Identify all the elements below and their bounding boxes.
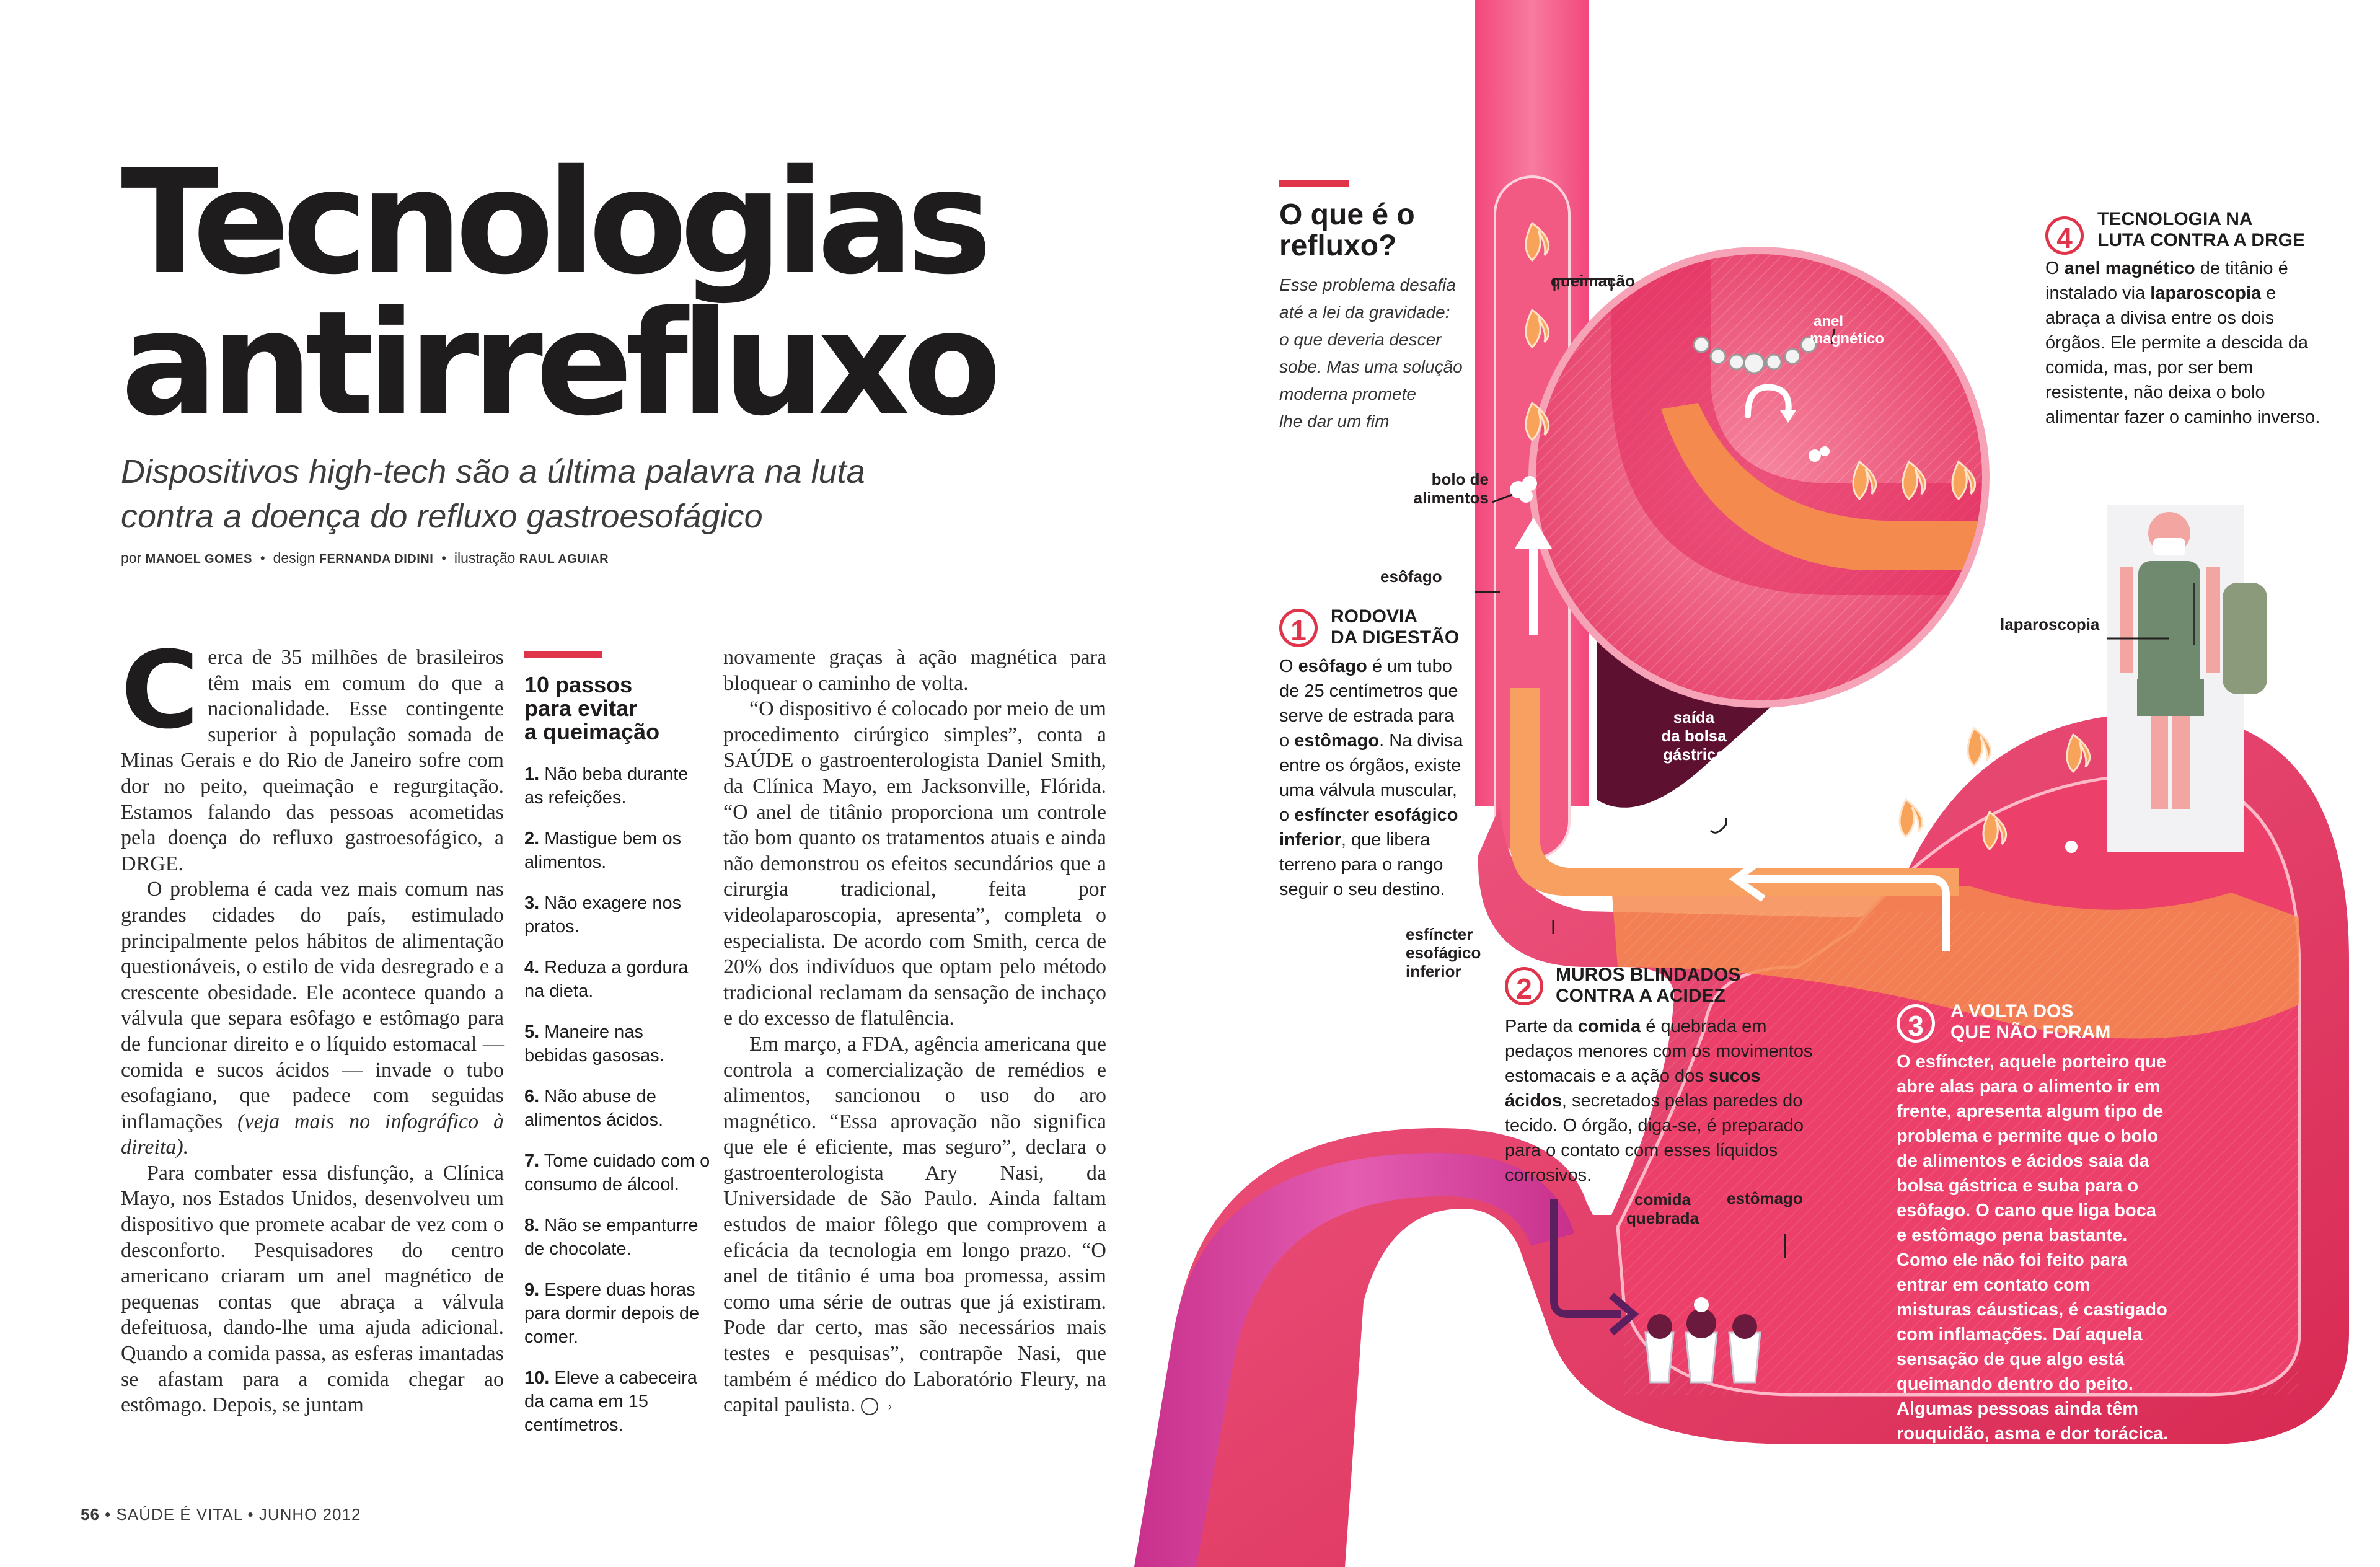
emphasis-text: queimando	[1897, 1374, 1993, 1394]
magnified-sphincter-view	[1528, 247, 1996, 708]
page-number: 56	[81, 1505, 100, 1524]
body-text: e suba para o esôfago. O cano que liga boca e estômago pena bastante. Como ele não foi feito para entrar em contato com misturas cáusticas, é castigado com inflamações. Daí aquela sensação de que algo está	[1897, 1176, 2167, 1369]
flame-icon	[1968, 728, 1991, 766]
body-text: Parte da	[1505, 1017, 1578, 1036]
label-esfincter-esofagico-inferior: esfíncter esofágico inferior	[1406, 925, 1481, 981]
tip-text: Não exagere nos pratos.	[524, 893, 682, 937]
tip-number: 5.	[524, 1022, 540, 1042]
tip-number: 7.	[524, 1151, 540, 1171]
section-title: MUROS BLINDADOS CONTRA A ACIDEZ	[1556, 964, 1741, 1006]
title-line-2: antirrefluxo	[121, 280, 994, 448]
body-paragraph: Em março, a FDA, agência americana que controla a comercialização de remédios e alimentos, sancionou o uso do aro magnético. “Essa aprovação não significa que ele é eficiente, mas seguro”, declara o gastroenterologista Ary Nasi, da Universidade de São Paulo. Ainda faltam estudos de maior fôlego que comprovem a eficácia da tecnologia em longo prazo. “O anel de titânio é uma boa promessa, assim como uma série de outras que já existiram. Pode dar certo, mas são necessários mais testes e pesquisas”, contrapõe Nasi, que também é médico do Laboratório Fleury, na capital paulista. ›	[723, 1032, 1106, 1417]
section-number-badge: 3	[1897, 1004, 1935, 1043]
patient-laparoscopy-illustration	[2107, 505, 2267, 852]
tip-text: Reduza a gordura na dieta.	[524, 958, 689, 1001]
tip-number: 6.	[524, 1087, 540, 1106]
flame-icon	[1900, 800, 1923, 837]
emphasis-text: esôfago	[1298, 656, 1367, 676]
intro-text-line: lhe dar um fim	[1279, 412, 1390, 431]
section-body	[1279, 654, 1465, 902]
tip-number: 1.	[524, 764, 540, 784]
credit-separator: •	[441, 550, 447, 566]
tip-item	[524, 1366, 710, 1437]
section-number-badge: 4	[2045, 216, 2084, 255]
issue-date: JUNHO 2012	[258, 1505, 361, 1524]
body-paragraph: Para combater essa disfunção, a Clínica Mayo, nos Estados Unidos, desenvolveu um dispositivo que promete acabar de vez com o desconforto. Pesquisadores do centro americano criaram um anel magnético de pequenas contas que abraça a válvula defeituosa, dando-lhe uma ajuda adicional. Quando a comida passa, as esferas imantadas se afastam para a comida chegar ao estômago. Depois, se juntam	[121, 1161, 504, 1417]
credit-by-label: por	[121, 550, 142, 566]
tip-item	[524, 827, 710, 874]
body-column-2	[723, 645, 1106, 1418]
section-number-badge: 1	[1279, 609, 1318, 647]
emphasis-text: bolsa gástrica	[1897, 1176, 2018, 1196]
body-paragraph: novamente graças à ação magnética para bloquear o caminho de volta.	[723, 646, 1106, 695]
credit-author: MANOEL GOMES	[145, 552, 252, 566]
body-text: é um tubo de 25 centímetros que serve de estrada para o	[1279, 656, 1458, 751]
tip-text: Maneire nas bebidas gasosas.	[524, 1022, 664, 1066]
emphasis-text: anel magnético	[2064, 258, 2195, 278]
tips-title: 10 passos para evitar a queimação	[524, 672, 660, 744]
infographic-intro-text	[1279, 271, 1540, 435]
title-line-1: Tecnologias	[121, 139, 985, 306]
tip-item	[524, 762, 710, 810]
body-text: , secretados pelas paredes do tecido. O órgão, diga-se, é preparado para o contato com esses líquidos corrosivos.	[1505, 1091, 1804, 1185]
label-comida-quebrada: comida quebrada	[1626, 1190, 1699, 1227]
body-text: e abraça a divisa entre os dois órgãos. Ele permite a descida da comida, mas, por ser bem resistente, não deixa o bolo alimentar fazer o caminho inverso.	[2045, 283, 2320, 427]
section-title: TECNOLOGIA NA LUTA CONTRA A DRGE	[2097, 209, 2305, 250]
credit-illustration-label: ilustração	[454, 550, 516, 566]
footer-separator: •	[247, 1505, 254, 1524]
infographic-title: O que é o refluxo?	[1279, 198, 1415, 262]
tip-number: 2.	[524, 829, 540, 849]
tip-number: 4.	[524, 958, 540, 978]
body-text: O	[1279, 656, 1298, 676]
body-text: de titânio é instalado via	[2045, 258, 2288, 303]
section-number-badge: 2	[1505, 967, 1543, 1005]
label-laparoscopia: laparoscopia	[2000, 615, 2100, 633]
section-title: RODOVIA DA DIGESTÃO	[1331, 606, 1460, 648]
emphasis-text: estômago	[1294, 731, 1380, 751]
emphasis-text: laparoscopia	[2150, 283, 2262, 303]
body-text: dentro do peito. Algumas pessoas ainda têm rouquidão, asma e dor torácica.	[1897, 1374, 2169, 1444]
credit-design-label: design	[273, 550, 315, 566]
label-anel-magnetico: anel magnético	[1810, 313, 1885, 347]
emphasis-text: esfíncter esofágico inferior	[1279, 805, 1458, 850]
tip-number: 10.	[524, 1368, 550, 1388]
tip-text: Espere duas horas para dormir depois de comer.	[524, 1280, 700, 1347]
footer-separator: •	[105, 1505, 112, 1524]
body-text: O esfíncter, aquele porteiro que abre alas para o alimento ir em frente, apresenta algum tipo de problema e permite que o bolo de alimentos e ácidos saia da	[1897, 1052, 2167, 1171]
tip-text: Tome cuidado com o consumo de álcool.	[524, 1151, 710, 1194]
tip-item	[524, 1214, 710, 1261]
tip-item	[524, 956, 710, 1003]
tip-number: 8.	[524, 1216, 540, 1235]
body-paragraph: O problema é cada vez mais comum nas grandes cidades do país, estimulado principalmente pelos hábitos de alimentação questionáveis, o estilo de vida desregrado e a crescente obesidade. Ele acontece quando a válvula que separa esôfago e estômago para de funcionar direito e o líquido estomacal — comida e sucos ácidos — invade o tubo esofagiano, que padece com seguidas inflamações (veja mais no infográfico à direita).	[121, 878, 504, 1159]
intro-text-line: sobe. Mas uma solução	[1279, 357, 1463, 376]
body-text: O	[2045, 258, 2065, 278]
subtitle-line-2: contra a doença do refluxo gastroesofágico	[121, 498, 763, 535]
tip-text: Não se empanturre de chocolate.	[524, 1216, 699, 1259]
tip-item	[524, 1085, 710, 1132]
section-title: A VOLTA DOS QUE NÃO FORAM	[1950, 1001, 2111, 1043]
magazine-name: SAÚDE É VITAL	[116, 1505, 243, 1524]
label-saida-bolsa-gastrica: saída da bolsa gástrica	[1661, 708, 1727, 764]
section-body	[2045, 256, 2321, 430]
body-paragraph: Cerca de 35 milhões de brasileiros têm mais em comum do que a nacionalidade. Esse contingente superior à população somada de Minas Gerais e do Rio de Janeiro sofre com dor no peito, queimação e regurgitação. Estamos falando das pessoas acometidas pela doença do refluxo gastroesofágico, a DRGE.	[121, 628, 504, 875]
article-subtitle	[121, 449, 1113, 539]
emphasis-text: comida	[1577, 1017, 1641, 1036]
accent-bar	[1279, 180, 1349, 187]
drop-cap: C	[121, 628, 200, 753]
body-text: é quebrada em pedaços menores com os movimentos estomacais e a ação dos	[1505, 1017, 1813, 1086]
intro-text-line: o que deveria descer	[1279, 330, 1442, 349]
tip-item	[524, 1149, 710, 1196]
emphasis-text: sucos ácidos	[1505, 1066, 1761, 1111]
section-body	[1505, 1014, 1818, 1188]
credit-separator: •	[260, 550, 265, 566]
accent-bar	[524, 651, 602, 658]
tip-text: Mastigue bem os alimentos.	[524, 829, 682, 872]
tip-item	[524, 891, 710, 938]
tips-sidebar	[524, 651, 710, 1454]
intro-text-line: moderna promete	[1279, 384, 1417, 404]
tip-text: Não abuse de alimentos ácidos.	[524, 1087, 664, 1130]
label-queimacao: queimação	[1551, 271, 1635, 290]
credit-designer: FERNANDA DIDINI	[319, 552, 434, 566]
subtitle-line-1: Dispositivos high-tech são a última palavra na luta	[121, 453, 865, 490]
label-esofago: esôfago	[1380, 567, 1442, 586]
tip-text: Não beba durante as refeições.	[524, 764, 689, 808]
page-footer	[81, 1505, 361, 1524]
tip-number: 3.	[524, 893, 540, 913]
body-paragraph: “O dispositivo é colocado por meio de um procedimento cirúrgico simples”, conta a SAÚDE o gastroenterologista Daniel Smith, da Clínica Mayo, em Jacksonville, Flórida. “O anel de titânio proporciona um controle tão bom quanto os tratamentos atuais e ainda não demonstrou os efeitos secundários que a cirurgia tradicional, feita por videolaparoscopia, apresenta”, completa o especialista. De acordo com Smith, cerca de 20% dos indivíduos que optam pelo método tradicional reclamam da sensação de inchaço e do excesso de flatulência.	[723, 697, 1106, 1030]
tip-text: Eleve a cabeceira da cama em 15 centímetros.	[524, 1368, 697, 1435]
article-title	[121, 139, 1051, 448]
intro-text-line: até a lei da gravidade:	[1279, 302, 1450, 322]
tip-item	[524, 1278, 710, 1349]
label-estomago: estômago	[1727, 1189, 1803, 1207]
infographic-intro	[1279, 180, 1540, 435]
arrow-right-circle-icon: ›	[861, 1398, 878, 1415]
tips-list	[524, 762, 710, 1437]
tip-number: 9.	[524, 1280, 540, 1300]
body-text: . Na divisa entre os órgãos, existe uma válvula muscular, o	[1279, 731, 1463, 825]
intro-text-line: Esse problema desafia	[1279, 275, 1456, 294]
credit-illustrator: RAUL AGUIAR	[519, 552, 609, 566]
tip-item	[524, 1020, 710, 1067]
section-body	[1897, 1049, 2169, 1446]
label-bolo-de-alimentos: bolo de alimentos	[1413, 470, 1489, 507]
body-column-1	[121, 628, 504, 1418]
body-text: , que libera terreno para o rango seguir o seu destino.	[1279, 830, 1445, 899]
credits-line	[121, 550, 609, 567]
